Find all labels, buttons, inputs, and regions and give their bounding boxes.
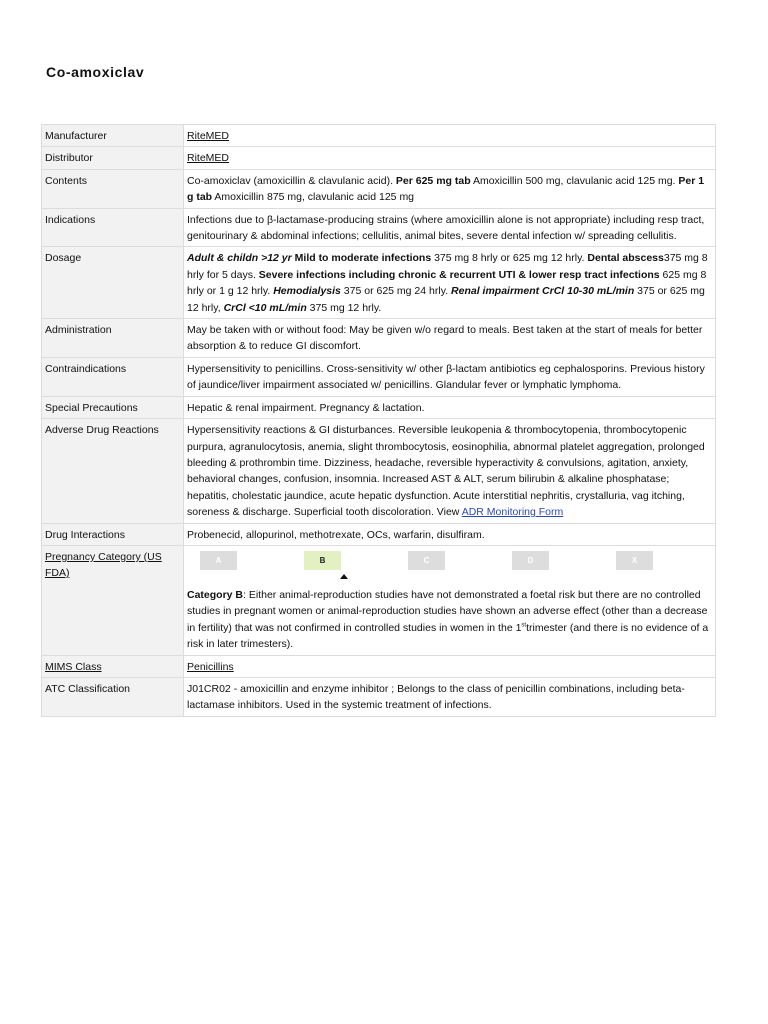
- atc-value: J01CR02 - amoxicillin and enzyme inhibitor ; Belongs to the class of penicillin combinations, including beta-lactamase inhibitors. Used in the systemic treatment of infections.: [184, 677, 716, 716]
- dosage-text: 375 mg 12 hrly.: [306, 301, 382, 314]
- administration-label: Administration: [42, 319, 184, 358]
- table-row: [42, 208, 716, 247]
- table-row: [42, 247, 716, 319]
- adverse-reactions-label: Adverse Drug Reactions: [42, 419, 184, 523]
- table-row: [42, 655, 716, 677]
- adverse-reactions-value: [184, 419, 716, 523]
- ordinal-suffix: st: [521, 622, 527, 629]
- pregnancy-description-text: : Either animal-reproduction studies have not demonstrated a foetal risk but there are no controlled studies in pregnant women or animal-reproduction studies have shown an adverse effect (other than a decrease in fertility) that was not confirmed in controlled studies in women in the 1: [187, 588, 708, 634]
- contents-value: [184, 169, 716, 208]
- administration-value: May be taken with or without food: May be given w/o regard to meals. Best taken at the start of meals for better absorption & to reduce GI discomfort.: [184, 319, 716, 358]
- dosage-text: 375 or 625 mg 12 hrly,: [187, 285, 705, 314]
- pregnancy-category-name: Category B: [187, 588, 244, 601]
- adr-monitoring-form-link[interactable]: ADR Monitoring Form: [461, 506, 564, 519]
- dosage-text: 375 or 625 mg 24 hrly.: [340, 285, 452, 298]
- table-row: [42, 169, 716, 208]
- manufacturer-link[interactable]: RiteMED: [187, 130, 230, 142]
- pregnancy-category-scale: [187, 549, 711, 587]
- dosage-indication: Dental abscess: [587, 252, 664, 265]
- contents-text: Amoxicillin 875 mg, clavulanic acid 125 mg: [212, 191, 415, 204]
- pregnancy-value: [184, 545, 716, 655]
- table-row: [42, 147, 716, 169]
- dosage-population: CrCl <10 mL/min: [223, 301, 307, 314]
- dosage-population: Hemodialysis: [273, 285, 341, 298]
- table-row: [42, 357, 716, 396]
- pregnancy-category-d[interactable]: D: [512, 551, 549, 570]
- table-row: [42, 545, 716, 655]
- special-precautions-value: Hepatic & renal impairment. Pregnancy & lactation.: [184, 396, 716, 418]
- dosage-population: Renal impairment CrCl 10-30 mL/min: [451, 285, 635, 298]
- indications-label: Indications: [42, 208, 184, 247]
- special-precautions-label: Special Precautions: [42, 396, 184, 418]
- dosage-population: Adult & childn >12 yr: [187, 252, 292, 265]
- manufacturer-label: Manufacturer: [42, 125, 184, 147]
- dosage-indication: Mild to moderate infections: [291, 252, 432, 265]
- table-row: [42, 125, 716, 147]
- distributor-label: Distributor: [42, 147, 184, 169]
- indications-value: Infections due to β-lactamase-producing strains (where amoxicillin alone is not appropriate) including resp tract, genitourinary & abdominal infections; cellulitis, animal bites, severe dental infection w/ spreading cellulitis.: [184, 208, 716, 247]
- drug-info-table: [41, 124, 716, 717]
- pregnancy-description-text: trimester (and there is no evidence of a risk in later trimesters).: [187, 621, 709, 651]
- pregnancy-category-link[interactable]: Pregnancy Category (US FDA): [45, 550, 162, 580]
- contents-text: Amoxicillin 500 mg, clavulanic acid 125 mg.: [470, 174, 679, 187]
- drug-interactions-value: Probenecid, allopurinol, methotrexate, OCs, warfarin, disulfiram.: [184, 523, 716, 545]
- table-row: [42, 677, 716, 716]
- table-row: [42, 419, 716, 523]
- pregnancy-category-c[interactable]: C: [408, 551, 445, 570]
- table-row: [42, 396, 716, 418]
- pregnancy-category-a[interactable]: A: [200, 551, 237, 570]
- page-title: Co-amoxiclav: [46, 64, 145, 80]
- adverse-reactions-text: Hypersensitivity reactions & GI disturbances. Reversible leukopenia & thrombocytopenia, thrombocytopenic purpura, agranulocytosis, anemia, slight thrombocytosis, eosinophilia, abnormal platelet aggregation, prolonged bleeding & prothrombin time. Dizziness, headache, reversible hyperactivity & convulsions, agitation, anxiety, behavioral changes, confusion, insomnia. Increased AST & ALT, serum bilirubin & alkaline phosphatase; hepatitis, cholestatic jaundice, acute hepatic dysfunction. Acute interstitial nephritis, crystalluria, vag itching, soreness & discharge. Superficial tooth discoloration. View: [187, 424, 705, 519]
- drug-interactions-label: Drug Interactions: [42, 523, 184, 545]
- pregnancy-category-b[interactable]: B: [304, 551, 341, 570]
- dosage-indication: Severe infections including chronic & recurrent UTI & lower resp tract infections: [258, 268, 660, 281]
- selected-category-marker-icon: [340, 574, 348, 579]
- contents-text: Co-amoxiclav (amoxicillin & clavulanic acid).: [187, 174, 396, 187]
- table-row: [42, 523, 716, 545]
- mims-class-value-link[interactable]: Penicillins: [187, 660, 234, 673]
- contraindications-label: Contraindications: [42, 357, 184, 396]
- dosage-value: [184, 247, 716, 319]
- pregnancy-category-x[interactable]: X: [616, 551, 653, 570]
- distributor-link[interactable]: RiteMED: [187, 152, 230, 165]
- dosage-text: 375 mg 8 hrly for 5 days.: [187, 252, 708, 281]
- contents-strength-1g: Per 1 g tab: [187, 174, 705, 204]
- atc-label: ATC Classification: [42, 677, 184, 716]
- contraindications-value: Hypersensitivity to penicillins. Cross-sensitivity w/ other β-lactam antibiotics eg cephalosporins. Previous history of jaundice/liver impairment associated w/ penicillins. Glandular fever or lymphatic lymphoma.: [184, 357, 716, 396]
- contents-strength-625: Per 625 mg tab: [395, 174, 471, 187]
- pregnancy-description: [187, 587, 711, 653]
- mims-class-link[interactable]: MIMS Class: [45, 660, 102, 673]
- dosage-text: 625 mg 8 hrly or 1 g 12 hrly.: [187, 268, 707, 298]
- table-row: [42, 319, 716, 358]
- dosage-label: Dosage: [42, 247, 184, 319]
- contents-label: Contents: [42, 169, 184, 208]
- dosage-text: 375 mg 8 hrly or 625 mg 12 hrly.: [431, 252, 588, 265]
